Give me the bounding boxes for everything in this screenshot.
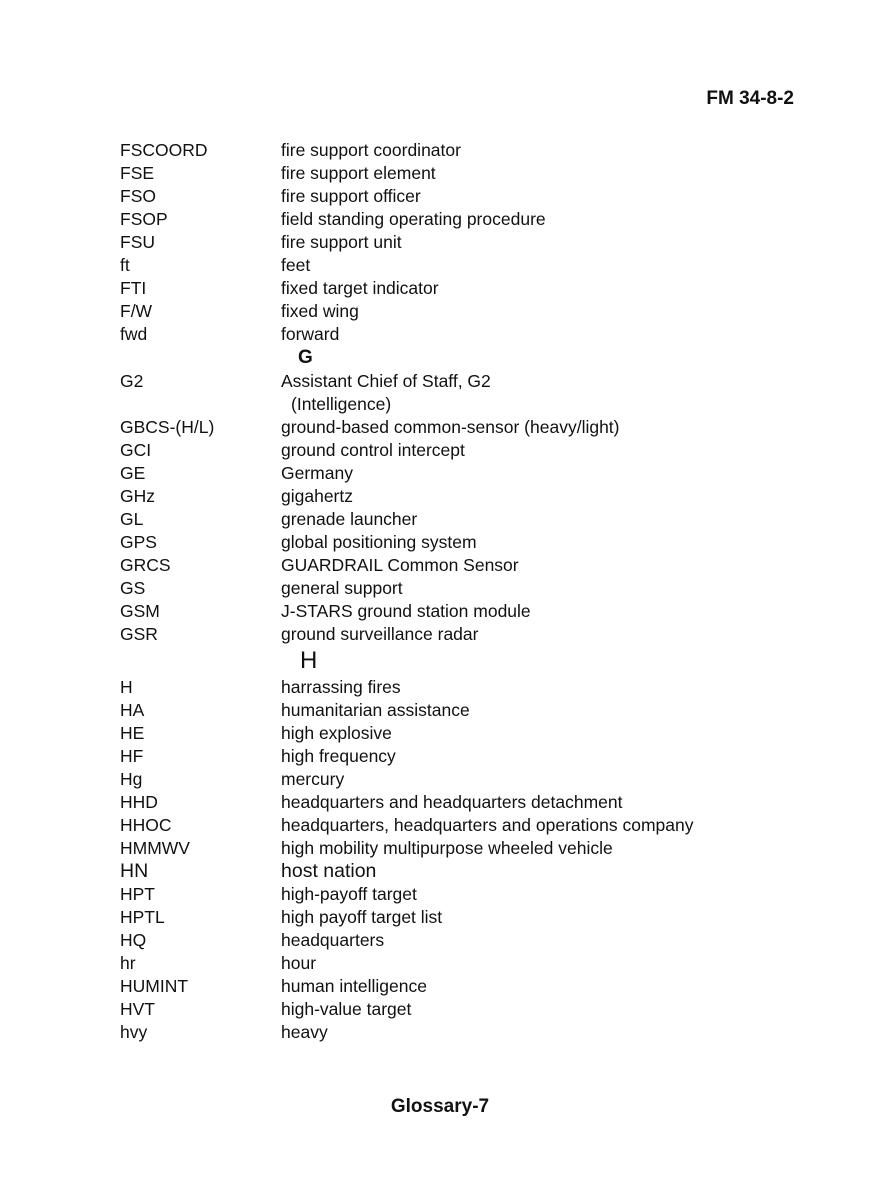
- entry-term: HN: [120, 860, 149, 882]
- entry-definition: harrassing fires: [281, 677, 401, 697]
- entry-term: HHD: [120, 792, 158, 812]
- entry-definition: J-STARS ground station module: [281, 601, 531, 621]
- glossary-entry: [120, 554, 800, 577]
- entry-term: GHz: [120, 486, 155, 506]
- page-number: Glossary-7: [390, 1096, 490, 1117]
- entry-definition: high-value target: [281, 999, 412, 1019]
- definition-line: Assistant Chief of Staff, G2: [281, 371, 491, 391]
- entry-term: FTI: [120, 278, 147, 298]
- entry-term: GCI: [120, 440, 152, 460]
- entry-definition: host nation: [281, 860, 377, 882]
- glossary-entry: [120, 952, 800, 975]
- glossary-entry: [120, 162, 800, 185]
- glossary-entry: [120, 416, 800, 439]
- glossary-entry: [120, 323, 800, 346]
- glossary-entry: [120, 906, 800, 929]
- entry-term: HUMINT: [120, 976, 189, 996]
- entry-term: HQ: [120, 930, 147, 950]
- entry-definition: ground control intercept: [281, 440, 465, 460]
- glossary-entry: [120, 837, 800, 860]
- entry-definition: headquarters, headquarters and operations company: [281, 815, 694, 835]
- glossary-entry: [120, 883, 800, 906]
- glossary-entry: [120, 745, 800, 768]
- entry-term: HA: [120, 700, 145, 720]
- entry-definition: forward: [281, 324, 340, 344]
- entry-term: HE: [120, 723, 145, 743]
- entry-definition: ground surveillance radar: [281, 624, 479, 644]
- glossary-entry: [120, 485, 800, 508]
- entry-definition: fixed wing: [281, 301, 359, 321]
- entry-definition: fire support coordinator: [281, 140, 461, 160]
- entry-definition: fire support officer: [281, 186, 421, 206]
- glossary-list: [120, 139, 800, 1044]
- glossary-entry: [120, 208, 800, 231]
- entry-term: GS: [120, 578, 146, 598]
- section-letter-g: G: [298, 347, 313, 368]
- entry-term: GBCS-(H/L): [120, 417, 215, 437]
- glossary-entry: [120, 623, 800, 646]
- glossary-entry: [120, 975, 800, 998]
- entry-term: HPTL: [120, 907, 165, 927]
- glossary-entry: [120, 791, 800, 814]
- entry-term: HVT: [120, 999, 155, 1019]
- entry-definition: feet: [281, 255, 311, 275]
- entry-definition: field standing operating procedure: [281, 209, 546, 229]
- entry-term: FSCOORD: [120, 140, 208, 160]
- entry-definition: mercury: [281, 769, 345, 789]
- entry-definition: high frequency: [281, 746, 396, 766]
- entry-definition: fire support element: [281, 163, 436, 183]
- glossary-entry: [120, 300, 800, 323]
- entry-term: GPS: [120, 532, 157, 552]
- entry-term: FSO: [120, 186, 156, 206]
- entry-definition: fixed target indicator: [281, 278, 439, 298]
- glossary-entry: [120, 699, 800, 722]
- entry-definition: human intelligence: [281, 976, 427, 996]
- entry-term: Hg: [120, 769, 143, 789]
- entry-term: H: [120, 677, 133, 697]
- glossary-entry: [120, 439, 800, 462]
- entry-term: ft: [120, 255, 130, 275]
- glossary-entry: [120, 139, 800, 162]
- entry-term: hr: [120, 953, 136, 973]
- entry-term: HMMWV: [120, 838, 190, 858]
- entry-term: FSOP: [120, 209, 168, 229]
- section-letter-h: H: [300, 647, 318, 674]
- entry-definition: fire support unit: [281, 232, 402, 252]
- entry-definition: high mobility multipurpose wheeled vehicle: [281, 838, 613, 858]
- entry-term: GRCS: [120, 555, 171, 575]
- entry-term: G2: [120, 371, 144, 391]
- entry-term: GSM: [120, 601, 160, 621]
- entry-definition: heavy: [281, 1022, 328, 1042]
- entry-definition: gigahertz: [281, 486, 353, 506]
- glossary-entry: [120, 1021, 800, 1044]
- entry-definition: high payoff target list: [281, 907, 443, 927]
- entry-definition: high-payoff target: [281, 884, 417, 904]
- glossary-entry: [120, 814, 800, 837]
- entry-definition: GUARDRAIL Common Sensor: [281, 555, 519, 575]
- entry-term: F/W: [120, 301, 153, 321]
- glossary-entry: [120, 600, 800, 623]
- glossary-entry: [120, 370, 800, 416]
- entry-term: FSU: [120, 232, 155, 252]
- glossary-entry: [120, 462, 800, 485]
- glossary-entry: [120, 254, 800, 277]
- entry-definition: hour: [281, 953, 317, 973]
- entry-term: GL: [120, 509, 144, 529]
- glossary-entry: [120, 231, 800, 254]
- glossary-entry: [120, 860, 800, 883]
- glossary-entry: [120, 531, 800, 554]
- entry-definition: Germany: [281, 463, 353, 483]
- glossary-entry: [120, 508, 800, 531]
- entry-definition: headquarters: [281, 930, 385, 950]
- entry-definition: [281, 370, 801, 416]
- entry-term: GSR: [120, 624, 158, 644]
- entry-definition: ground-based common-sensor (heavy/light): [281, 417, 620, 437]
- entry-definition: global positioning system: [281, 532, 477, 552]
- glossary-entry: [120, 998, 800, 1021]
- entry-definition: headquarters and headquarters detachment: [281, 792, 623, 812]
- glossary-entry: [120, 185, 800, 208]
- glossary-entry: [120, 577, 800, 600]
- entry-definition: high explosive: [281, 723, 392, 743]
- entry-term: FSE: [120, 163, 155, 183]
- entry-definition: general support: [281, 578, 403, 598]
- definition-line: (Intelligence): [291, 394, 392, 414]
- entry-term: HHOC: [120, 815, 172, 835]
- entry-definition: grenade launcher: [281, 509, 418, 529]
- entry-definition: humanitarian assistance: [281, 700, 470, 720]
- entry-term: HPT: [120, 884, 155, 904]
- entry-term: GE: [120, 463, 146, 483]
- entry-term: HF: [120, 746, 144, 766]
- glossary-entry: [120, 929, 800, 952]
- glossary-entry: [120, 722, 800, 745]
- glossary-entry: [120, 277, 800, 300]
- entry-term: hvy: [120, 1022, 148, 1042]
- entry-term: fwd: [120, 324, 148, 344]
- document-id: FM 34-8-2: [706, 88, 794, 109]
- glossary-entry: [120, 768, 800, 791]
- glossary-entry: [120, 676, 800, 699]
